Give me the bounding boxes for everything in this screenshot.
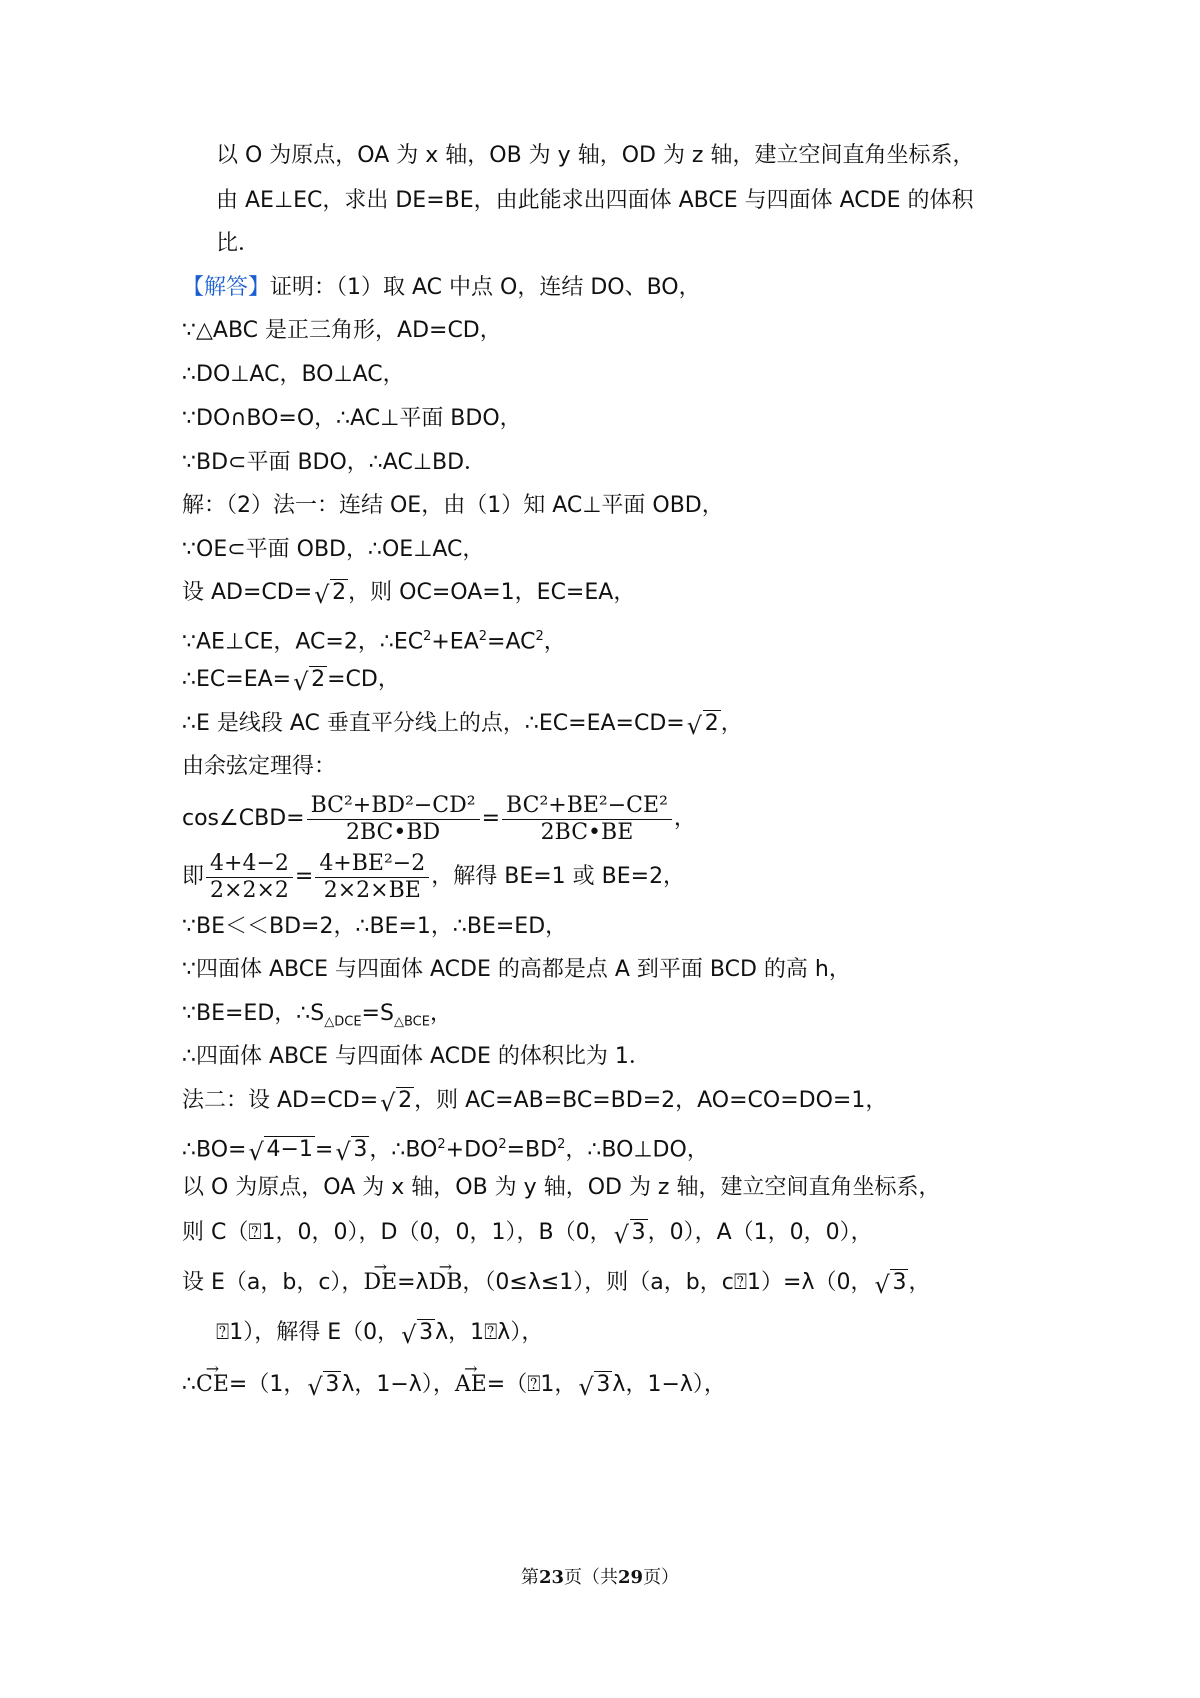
sqrt-expression: √ 2 xyxy=(686,711,719,740)
page-footer: 第23页（共29页） xyxy=(520,1567,680,1588)
vector-ae: → AE xyxy=(455,1370,487,1400)
text-line: 以 O 为原点，OA 为 x 轴，OB 为 y 轴，OD 为 z 轴，建立空间直角坐标系， xyxy=(216,143,975,168)
text-line: 比． xyxy=(216,231,261,256)
answer-tag: 【解答】 xyxy=(182,275,271,300)
answer-heading: 【解答】证明：（1）取 AC 中点 O，连结 DO、BO， xyxy=(182,275,701,300)
vector-de: → DE xyxy=(363,1268,397,1298)
text-line: 法二：设 AD=CD= √ 2，则 AC=AB=BC=BD=2，AO=CO=DO=1， xyxy=(182,1088,888,1117)
sqrt-expression: √ 3 xyxy=(335,1137,368,1167)
sqrt-expression: √ 3 xyxy=(613,1220,646,1249)
sqrt-expression: √ 4−1 xyxy=(248,1137,313,1167)
page-number: 23 xyxy=(538,1567,564,1588)
text-line: ∵BD⊂平面 BDO，∴AC⊥BD． xyxy=(182,450,487,475)
text-line: 则 C（⍰1，0，0），D（0，0，1），B（0， √ 3，0），A（1，0，0）， xyxy=(182,1220,873,1249)
fraction: $\frac{\text{4+BE²−2}}{2\times 2\times BE}$ xyxy=(315,851,429,904)
total-pages: 29 xyxy=(618,1567,644,1588)
text-line: ∵AE⊥CE，AC=2，$\therefore EC^2+EA^2=AC^2$， xyxy=(182,629,566,655)
sqrt-expression: √ 3 xyxy=(578,1372,611,1401)
sqrt-expression: √ 3 xyxy=(874,1270,907,1299)
text-line: ∴E 是线段 AC 垂直平分线上的点，∴EC=EA=CD= √ 2， xyxy=(182,711,743,740)
sqrt-expression: √ 2 xyxy=(314,580,347,609)
text-line: ∵四面体 ABCE 与四面体 ACDE 的高都是点 A 到平面 BCD 的高 h， xyxy=(182,957,851,982)
text-line: ∴→ CE=（1， √ 3λ，1−λ），→ AE=（⍰1， √ 3λ，1−λ）， xyxy=(182,1370,726,1400)
text-line: 由余弦定理得： xyxy=(182,754,337,779)
vector-ce: → CE xyxy=(196,1370,229,1400)
text-line: 解：（2）法一：连结 OE，由（1）知 AC⊥平面 OBD， xyxy=(182,493,724,518)
sqrt-expression: √ 3 xyxy=(401,1320,434,1349)
text-line: 设 E（a，b，c），→ DE=λ→ DB，（0≤λ≤1），则（a，b，c⍰1）=λ（0， √ 3， xyxy=(182,1268,931,1298)
text-line: 由 AE⊥EC，求出 DE=BE，由此能求出四面体 ABCE 与四面体 ACDE 的体积 xyxy=(216,188,974,213)
sqrt-expression: √ 2 xyxy=(380,1088,413,1117)
text-line: ∵DO∩BO=O，∴AC⊥平面 BDO， xyxy=(182,406,522,431)
text-line: ⍰1），解得 E（0， √ 3λ，1⍰λ）， xyxy=(216,1320,544,1349)
text-line: 以 O 为原点，OA 为 x 轴，OB 为 y 轴，OD 为 z 轴，建立空间直角坐标系， xyxy=(182,1175,941,1200)
sqrt-expression: √ 2 xyxy=(293,667,326,696)
fraction: $\frac{4+4-2}{2\times 2\times 2}$ xyxy=(206,851,293,904)
sqrt-expression: √ 3 xyxy=(307,1372,340,1401)
text-line: ∴BO= √ 4−1= √ 3，$\therefore BO^2+DO^2=BD^2$，∴BO⊥DO， xyxy=(182,1137,709,1167)
formula-line: cos∠CBD= $\frac{\text{BC²+BD²−CD²}}{2BC•BD}$ = $\frac{\text{BC²+BE²−CE²}}{2BC•BE}$ ， xyxy=(182,792,696,845)
fraction: $\frac{\text{BC²+BD²−CD²}}{2BC•BD}$ xyxy=(307,793,480,846)
text-line: ∴DO⊥AC，BO⊥AC， xyxy=(182,362,405,387)
text-line: ∵BE=ED，$\therefore S_{\triangle DCE}=S_{\triangle BCE}$， xyxy=(182,1001,452,1030)
vector-db: → DB xyxy=(429,1268,463,1298)
formula-line: 即 $\frac{4+4-2}{2\times 2\times 2}$ = $\frac{\text{4+BE²−2}}{2\times 2\times BE}$ ，解得 BE=1 或 BE=2， xyxy=(182,850,686,903)
text-line: ∴EC=EA= √ 2=CD， xyxy=(182,667,400,696)
text-line: ∵OE⊂平面 OBD，∴OE⊥AC， xyxy=(182,537,485,562)
text-line: ∴四面体 ABCE 与四面体 ACDE 的体积比为 1． xyxy=(182,1044,651,1069)
text-line: ∵BE＜＜BD=2，∴BE=1，∴BE=ED， xyxy=(182,914,568,939)
fraction: $\frac{\text{BC²+BE²−CE²}}{2BC•BE}$ xyxy=(502,793,672,846)
text-line: ∵△ABC 是正三角形，AD=CD， xyxy=(182,318,502,343)
text-line: 设 AD=CD= √ 2，则 OC=OA=1，EC=EA， xyxy=(182,580,636,609)
